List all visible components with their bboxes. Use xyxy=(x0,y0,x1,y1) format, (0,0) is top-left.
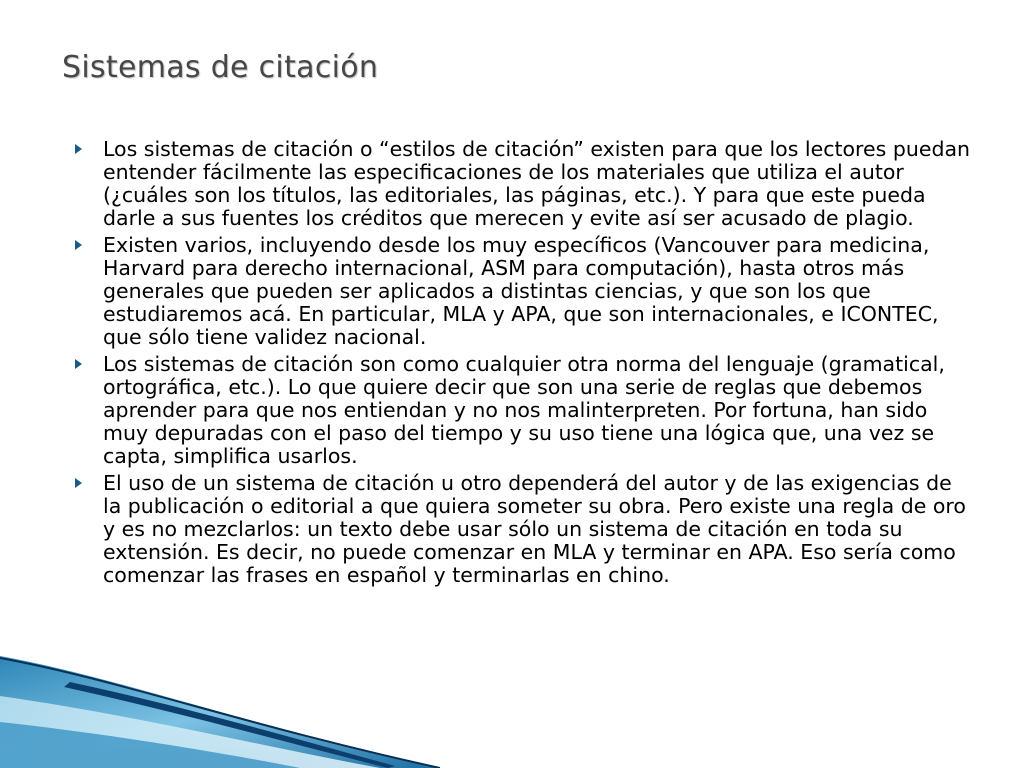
triangle-arrow-icon xyxy=(75,359,82,369)
triangle-arrow-icon xyxy=(75,240,82,250)
bullet-list xyxy=(72,138,972,591)
bullet-text: Los sistemas de citación o “estilos de citación” existen para que los lectores puedan entender fácilmente las especificaciones de los materiales que utiliza el autor (¿cuáles son los títulos, las editoriales, las páginas, etc.). Y para que este pueda darle a sus fuentes los créditos que merecen y evite así ser acusado de plagio. xyxy=(103,137,971,230)
triangle-arrow-icon xyxy=(75,478,82,488)
slide-title: Sistemas de citación xyxy=(62,50,379,85)
bullet-text: El uso de un sistema de citación u otro dependerá del autor y de las exigencias de la publicación o editorial a que quiera someter su obra. Pero existe una regla de oro y es no mezclarlos: un texto debe usar sólo un sistema de citación en toda su extensión. Es decir, no puede comenzar en MLA y terminar en APA. Eso sería como comenzar las frases en español y terminarlas en chino. xyxy=(103,471,966,587)
corner-wave-decoration xyxy=(0,638,440,768)
bullet-item xyxy=(72,472,972,587)
bullet-text: Los sistemas de citación son como cualquier otra norma del lenguaje (gramatical, ortográfica, etc.). Lo que quiere decir que son una serie de reglas que debemos aprender para que nos entiendan y no nos malinterpreten. Por fortuna, han sido muy depuradas con el paso del tiempo y su uso tiene una lógica que, una vez se capta, simplifica usarlos. xyxy=(103,352,945,468)
bullet-item xyxy=(72,234,972,349)
triangle-arrow-icon xyxy=(75,144,82,154)
bullet-item xyxy=(72,353,972,468)
bullet-text: Existen varios, incluyendo desde los muy específicos (Vancouver para medicina, Harvard para derecho internacional, ASM para computación), hasta otros más generales que pueden ser aplicados a distintas ciencias, y que son los que estudiaremos acá. En particular, MLA y APA, que son internacionales, e ICONTEC, que sólo tiene validez nacional. xyxy=(103,233,939,349)
bullet-item xyxy=(72,138,972,230)
